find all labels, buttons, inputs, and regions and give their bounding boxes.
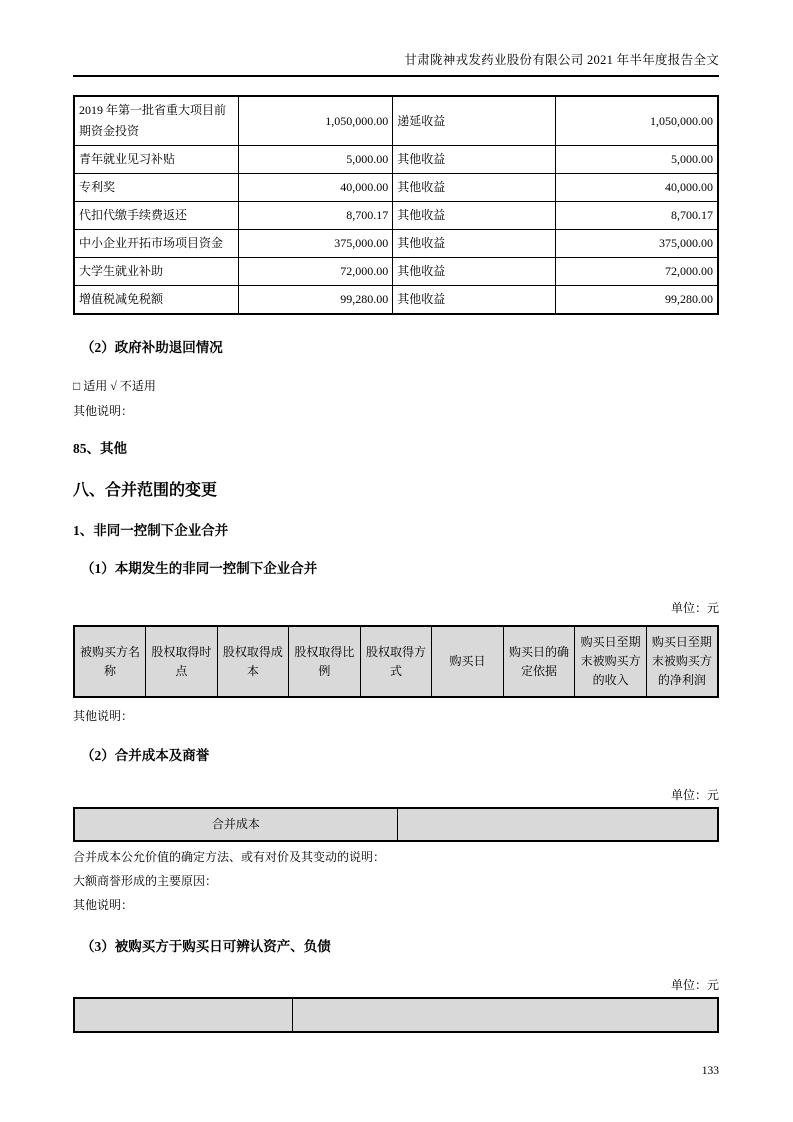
subsidy-item: 其他收益 [393,230,555,258]
subsidy-table [73,95,719,315]
table-row [74,286,718,315]
combination-col-header: 被购买方名称 [74,626,146,697]
unit-label: 单位：元 [670,788,719,802]
unit-label: 单位：元 [670,978,719,992]
unit-label: 单位：元 [670,601,719,615]
combination-col-header: 购买日至期末被购买方的净利润 [646,626,718,697]
table-row [74,998,718,1032]
table-row [74,808,718,841]
heading-identifiable-assets: （3）被购买方于购买日可辨认资产、负债 [81,939,331,954]
table-row [74,202,718,230]
subsidy-item: 其他收益 [393,202,555,230]
subsidy-name: 中小企业开拓市场项目资金 [74,230,238,258]
subsidy-amount: 1,050,000.00 [238,96,393,146]
merge-cost-table [73,807,719,842]
heading-gov-subsidy-return: （2）政府补助退回情况 [81,340,223,355]
subsidy-item: 其他收益 [393,146,555,174]
subsidy-name: 青年就业见习补贴 [74,146,238,174]
heading-sub-1: 1、非同一控制下企业合并 [73,523,229,538]
table-row [74,174,718,202]
combination-col-header: 股权取得时点 [146,626,218,697]
subsidy-amount2: 1,050,000.00 [555,96,718,146]
subsidy-name: 代扣代缴手续费返还 [74,202,238,230]
subsidy-amount2: 375,000.00 [555,230,718,258]
combination-col-header: 购买日的确定依据 [503,626,575,697]
identifiable-assets-table [73,997,719,1033]
subsidy-item: 其他收益 [393,258,555,286]
subsidy-amount2: 8,700.17 [555,202,718,230]
heading-other-85: 85、其他 [73,441,127,456]
goodwill-note: 大额商誉形成的主要原因： [73,874,218,888]
subsidy-amount2: 40,000.00 [555,174,718,202]
checkbox-unchecked-icon: □ [73,379,81,393]
combination-col-header: 股权取得方式 [360,626,432,697]
combination-col-header: 股权取得成本 [217,626,289,697]
subsidy-amount: 8,700.17 [238,202,393,230]
subsidy-name: 增值税减免税额 [74,286,238,315]
subsidy-item: 递延收益 [393,96,555,146]
table-row [74,230,718,258]
subsidy-item: 其他收益 [393,174,555,202]
merge-cost-value-cell [397,808,718,841]
subsidy-amount: 99,280.00 [238,286,393,315]
combination-col-header: 购买日至期末被购买方的收入 [575,626,647,697]
table-row [74,146,718,174]
heading-chapter-8: 八、合并范围的变更 [73,482,218,499]
page-header-title: 甘肃陇神戎发药业股份有限公司 2021 年半年度报告全文 [73,0,719,77]
subsidy-amount2: 5,000.00 [555,146,718,174]
other-note-line: 其他说明： [73,709,134,723]
heading-sub-1-1: （1）本期发生的非同一控制下企业合并 [81,561,318,576]
applicable-label: 适用 [83,379,108,393]
merge-cost-header-cell: 合并成本 [74,808,397,841]
applicability-line [73,379,719,393]
combination-col-header: 购买日 [432,626,504,697]
table-header-row [74,626,718,697]
page-number: 133 [701,1065,719,1077]
heading-merge-cost: （2）合并成本及商誉 [81,748,210,763]
subsidy-name: 2019 年第一批省重大项目前期资金投资 [74,96,238,146]
subsidy-amount: 72,000.00 [238,258,393,286]
other-note-line: 其他说明： [73,404,134,418]
table-row [74,96,718,146]
subsidy-item: 其他收益 [393,286,555,315]
combination-table [73,625,719,698]
subsidy-amount: 375,000.00 [238,230,393,258]
subsidy-name: 大学生就业补助 [74,258,238,286]
subsidy-amount: 40,000.00 [238,174,393,202]
other-note-line: 其他说明： [73,898,134,912]
subsidy-amount2: 72,000.00 [555,258,718,286]
subsidy-amount: 5,000.00 [238,146,393,174]
combination-col-header: 股权取得比例 [289,626,361,697]
not-applicable-label: 不适用 [119,379,156,393]
assets-right-cell [292,998,718,1032]
check-mark-icon: √ [110,379,117,393]
subsidy-name: 专利奖 [74,174,238,202]
subsidy-amount2: 99,280.00 [555,286,718,315]
table-row [74,258,718,286]
assets-left-cell [74,998,292,1032]
merge-cost-note: 合并成本公允价值的确定方法、或有对价及其变动的说明： [73,850,386,864]
